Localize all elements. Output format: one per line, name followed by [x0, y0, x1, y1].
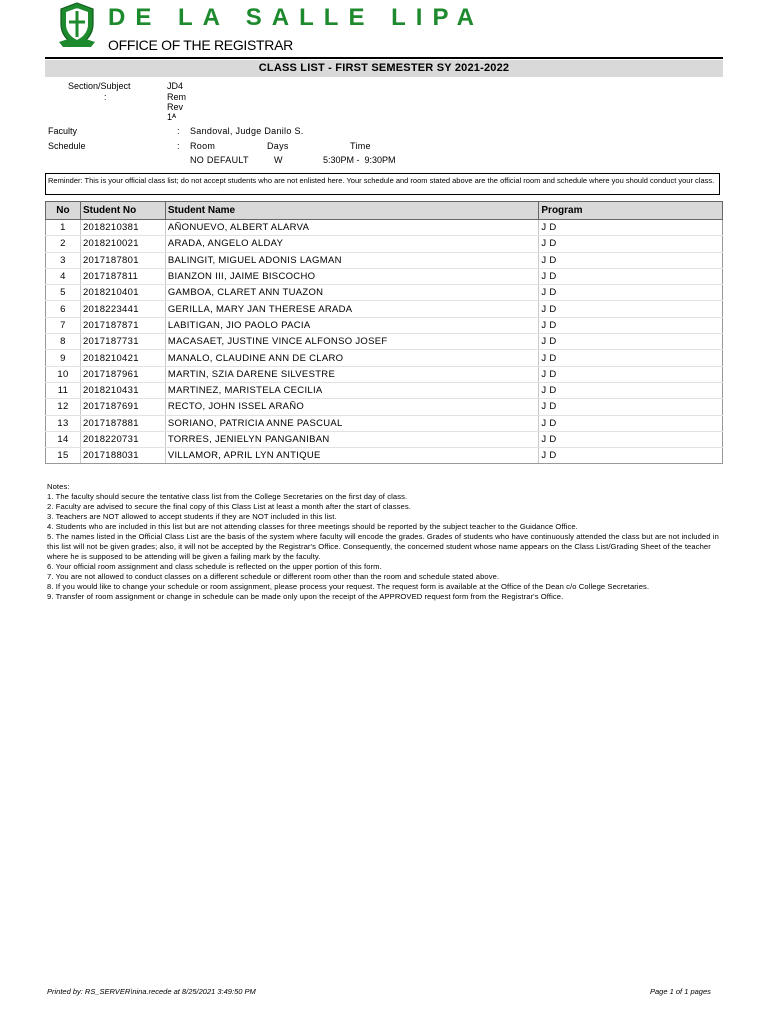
table-row: [46, 334, 723, 350]
time-label: Time: [350, 141, 371, 151]
cell-no: 7: [46, 317, 81, 333]
faculty-label: Faculty: [48, 126, 78, 136]
note-item: 9. Transfer of room assignment or change in schedule can be made only upon the receipt of the APPROVED request form from the Registrar's Office.: [47, 592, 564, 601]
table-row: [46, 220, 723, 236]
column-header-program: Program: [539, 202, 723, 220]
table-row: [46, 431, 723, 447]
cell-no: 6: [46, 301, 81, 317]
note-item: 3. Teachers are NOT allowed to accept students if they are NOT included in this list.: [47, 512, 337, 521]
room-value: NO DEFAULT: [190, 155, 249, 165]
cell-student-name: TORRES, JENIELYN PANGANIBAN: [165, 431, 539, 447]
table-row: [46, 350, 723, 366]
page-count-footer: Page 1 of 1 pages: [650, 987, 711, 996]
cell-no: 15: [46, 448, 81, 464]
note-item: 7. You are not allowed to conduct classes on a different schedule or different room other than the room and schedule stated above.: [47, 572, 500, 581]
time-value: 5:30PM - 9:30PM: [323, 155, 396, 165]
cell-student-name: LABITIGAN, JIO PAOLO PACIA: [165, 317, 539, 333]
cell-student-name: GAMBOA, CLARET ANN TUAZON: [165, 285, 539, 301]
cell-program: J D: [539, 382, 723, 398]
cell-no: 2: [46, 236, 81, 252]
cell-student-name: BIANZON III, JAIME BISCOCHO: [165, 268, 539, 284]
notes-section: [47, 482, 719, 602]
days-label: Days: [267, 141, 289, 151]
cell-program: J D: [539, 285, 723, 301]
table-row: [46, 236, 723, 252]
cell-student-name: ARADA, ANGELO ALDAY: [165, 236, 539, 252]
cell-program: J D: [539, 448, 723, 464]
cell-student-no: 2017187961: [80, 366, 165, 382]
table-row: [46, 285, 723, 301]
cell-student-no: 2018210401: [80, 285, 165, 301]
cell-student-no: 2017187801: [80, 252, 165, 268]
cell-student-no: 2018223441: [80, 301, 165, 317]
printed-by-footer: Printed by: RS_SERVER\nina.recede at 8/25/2021 3:49:50 PM: [47, 987, 256, 996]
cell-no: 3: [46, 252, 81, 268]
section-subject-label: Section/Subject: [68, 81, 131, 91]
notes-heading: Notes:: [47, 482, 70, 491]
cell-no: 4: [46, 268, 81, 284]
note-item: 4. Students who are included in this list but are not attending classes for three meetings should be reported by the subject teacher to the Guidance Office.: [47, 522, 578, 531]
cell-no: 9: [46, 350, 81, 366]
faculty-value: Sandoval, Judge Danilo S.: [190, 126, 304, 136]
cell-program: J D: [539, 334, 723, 350]
note-item: 6. Your official room assignment and class schedule is reflected on the upper portion of this form.: [47, 562, 382, 571]
cell-student-name: SORIANO, PATRICIA ANNE PASCUAL: [165, 415, 539, 431]
note-item: 2. Faculty are advised to secure the final copy of this Class List at least a month after the start of classes.: [47, 502, 411, 511]
header-rule: [45, 57, 723, 59]
cell-student-no: 2018210381: [80, 220, 165, 236]
cell-program: J D: [539, 415, 723, 431]
cell-student-no: 2017187731: [80, 334, 165, 350]
cell-program: J D: [539, 350, 723, 366]
reminder-box: Reminder: This is your official class list; do not accept students who are not enlisted here. Your schedule and room stated above are the official room and schedule where you should conduct your class.: [45, 173, 720, 195]
cell-program: J D: [539, 220, 723, 236]
cell-student-name: BALINGIT, MIGUEL ADONIS LAGMAN: [165, 252, 539, 268]
table-row: [46, 317, 723, 333]
table-row: [46, 415, 723, 431]
cell-no: 10: [46, 366, 81, 382]
cell-program: J D: [539, 301, 723, 317]
cell-no: 11: [46, 382, 81, 398]
room-label: Room: [190, 141, 216, 151]
section-line-4: 1ᴬ: [167, 112, 177, 122]
cell-student-name: GERILLA, MARY JAN THERESE ARADA: [165, 301, 539, 317]
cell-student-name: MARTIN, SZIA DARENE SILVESTRE: [165, 366, 539, 382]
cell-student-no: 2018210021: [80, 236, 165, 252]
cell-program: J D: [539, 399, 723, 415]
note-item: 8. If you would like to change your schedule or room assignment, please process your request. The request form is available at the Office of the Dean c/o College Secretaries.: [47, 582, 650, 591]
table-body: [46, 220, 723, 464]
table-row: [46, 448, 723, 464]
cell-program: J D: [539, 431, 723, 447]
cell-student-no: 2018210421: [80, 350, 165, 366]
column-header-no: No: [46, 202, 81, 220]
cell-no: 12: [46, 399, 81, 415]
notes-list: [47, 492, 719, 602]
column-header-student-name: Student Name: [165, 202, 539, 220]
cell-no: 1: [46, 220, 81, 236]
table-row: [46, 268, 723, 284]
cell-student-name: VILLAMOR, APRIL LYN ANTIQUE: [165, 448, 539, 464]
note-item: 5. The names listed in the Official Class List are the basis of the system where faculty will encode the grades. Grades of students who have continuously attended the class but are not included in this list will not be given grades; also, it will not be accepted by the Registrar's Office. Consequently, the concerned student whose name appears on the Class List/Grading Sheet of the teacher where he is supposed to be attending will be given a failing mark by the faculty.: [47, 532, 719, 561]
cell-no: 8: [46, 334, 81, 350]
section-line-1: JD4: [167, 81, 184, 91]
cell-student-no: 2017187691: [80, 399, 165, 415]
note-item: 1. The faculty should secure the tentative class list from the College Secretaries on the first day of class.: [47, 492, 408, 501]
table-row: [46, 366, 723, 382]
table-row: [46, 301, 723, 317]
school-name: DE LA SALLE LIPA: [108, 4, 484, 31]
faculty-colon: :: [177, 126, 180, 136]
cell-student-name: MACASAET, JUSTINE VINCE ALFONSO JOSEF: [165, 334, 539, 350]
section-subject-colon: :: [104, 92, 107, 102]
days-value: W: [274, 155, 283, 165]
school-seal-logo: [57, 2, 97, 48]
section-line-2: Rem: [167, 92, 187, 102]
cell-student-name: MANALO, CLAUDINE ANN DE CLARO: [165, 350, 539, 366]
section-line-3: Rev: [167, 102, 184, 112]
cell-student-no: 2017188031: [80, 448, 165, 464]
cell-student-name: MARTINEZ, MARISTELA CECILIA: [165, 382, 539, 398]
table-row: [46, 252, 723, 268]
cell-program: J D: [539, 366, 723, 382]
cell-student-no: 2018220731: [80, 431, 165, 447]
cell-student-name: AÑONUEVO, ALBERT ALARVA: [165, 220, 539, 236]
cell-student-no: 2017187871: [80, 317, 165, 333]
cell-student-no: 2017187881: [80, 415, 165, 431]
cell-no: 5: [46, 285, 81, 301]
cell-student-no: 2017187811: [80, 268, 165, 284]
cell-program: J D: [539, 236, 723, 252]
cell-no: 14: [46, 431, 81, 447]
document-title: CLASS LIST - FIRST SEMESTER SY 2021-2022: [45, 60, 723, 77]
cell-no: 13: [46, 415, 81, 431]
cell-program: J D: [539, 268, 723, 284]
schedule-label: Schedule: [48, 141, 86, 151]
office-name: OFFICE OF THE REGISTRAR: [108, 37, 293, 53]
table-row: [46, 382, 723, 398]
table-row: [46, 399, 723, 415]
column-header-student-no: Student No: [80, 202, 165, 220]
table-header-row: [46, 202, 723, 220]
cell-program: J D: [539, 252, 723, 268]
cell-student-no: 2018210431: [80, 382, 165, 398]
class-list-table: [45, 201, 723, 464]
cell-program: J D: [539, 317, 723, 333]
cell-student-name: RECTO, JOHN ISSEL ARAÑO: [165, 399, 539, 415]
schedule-colon: :: [177, 141, 180, 151]
